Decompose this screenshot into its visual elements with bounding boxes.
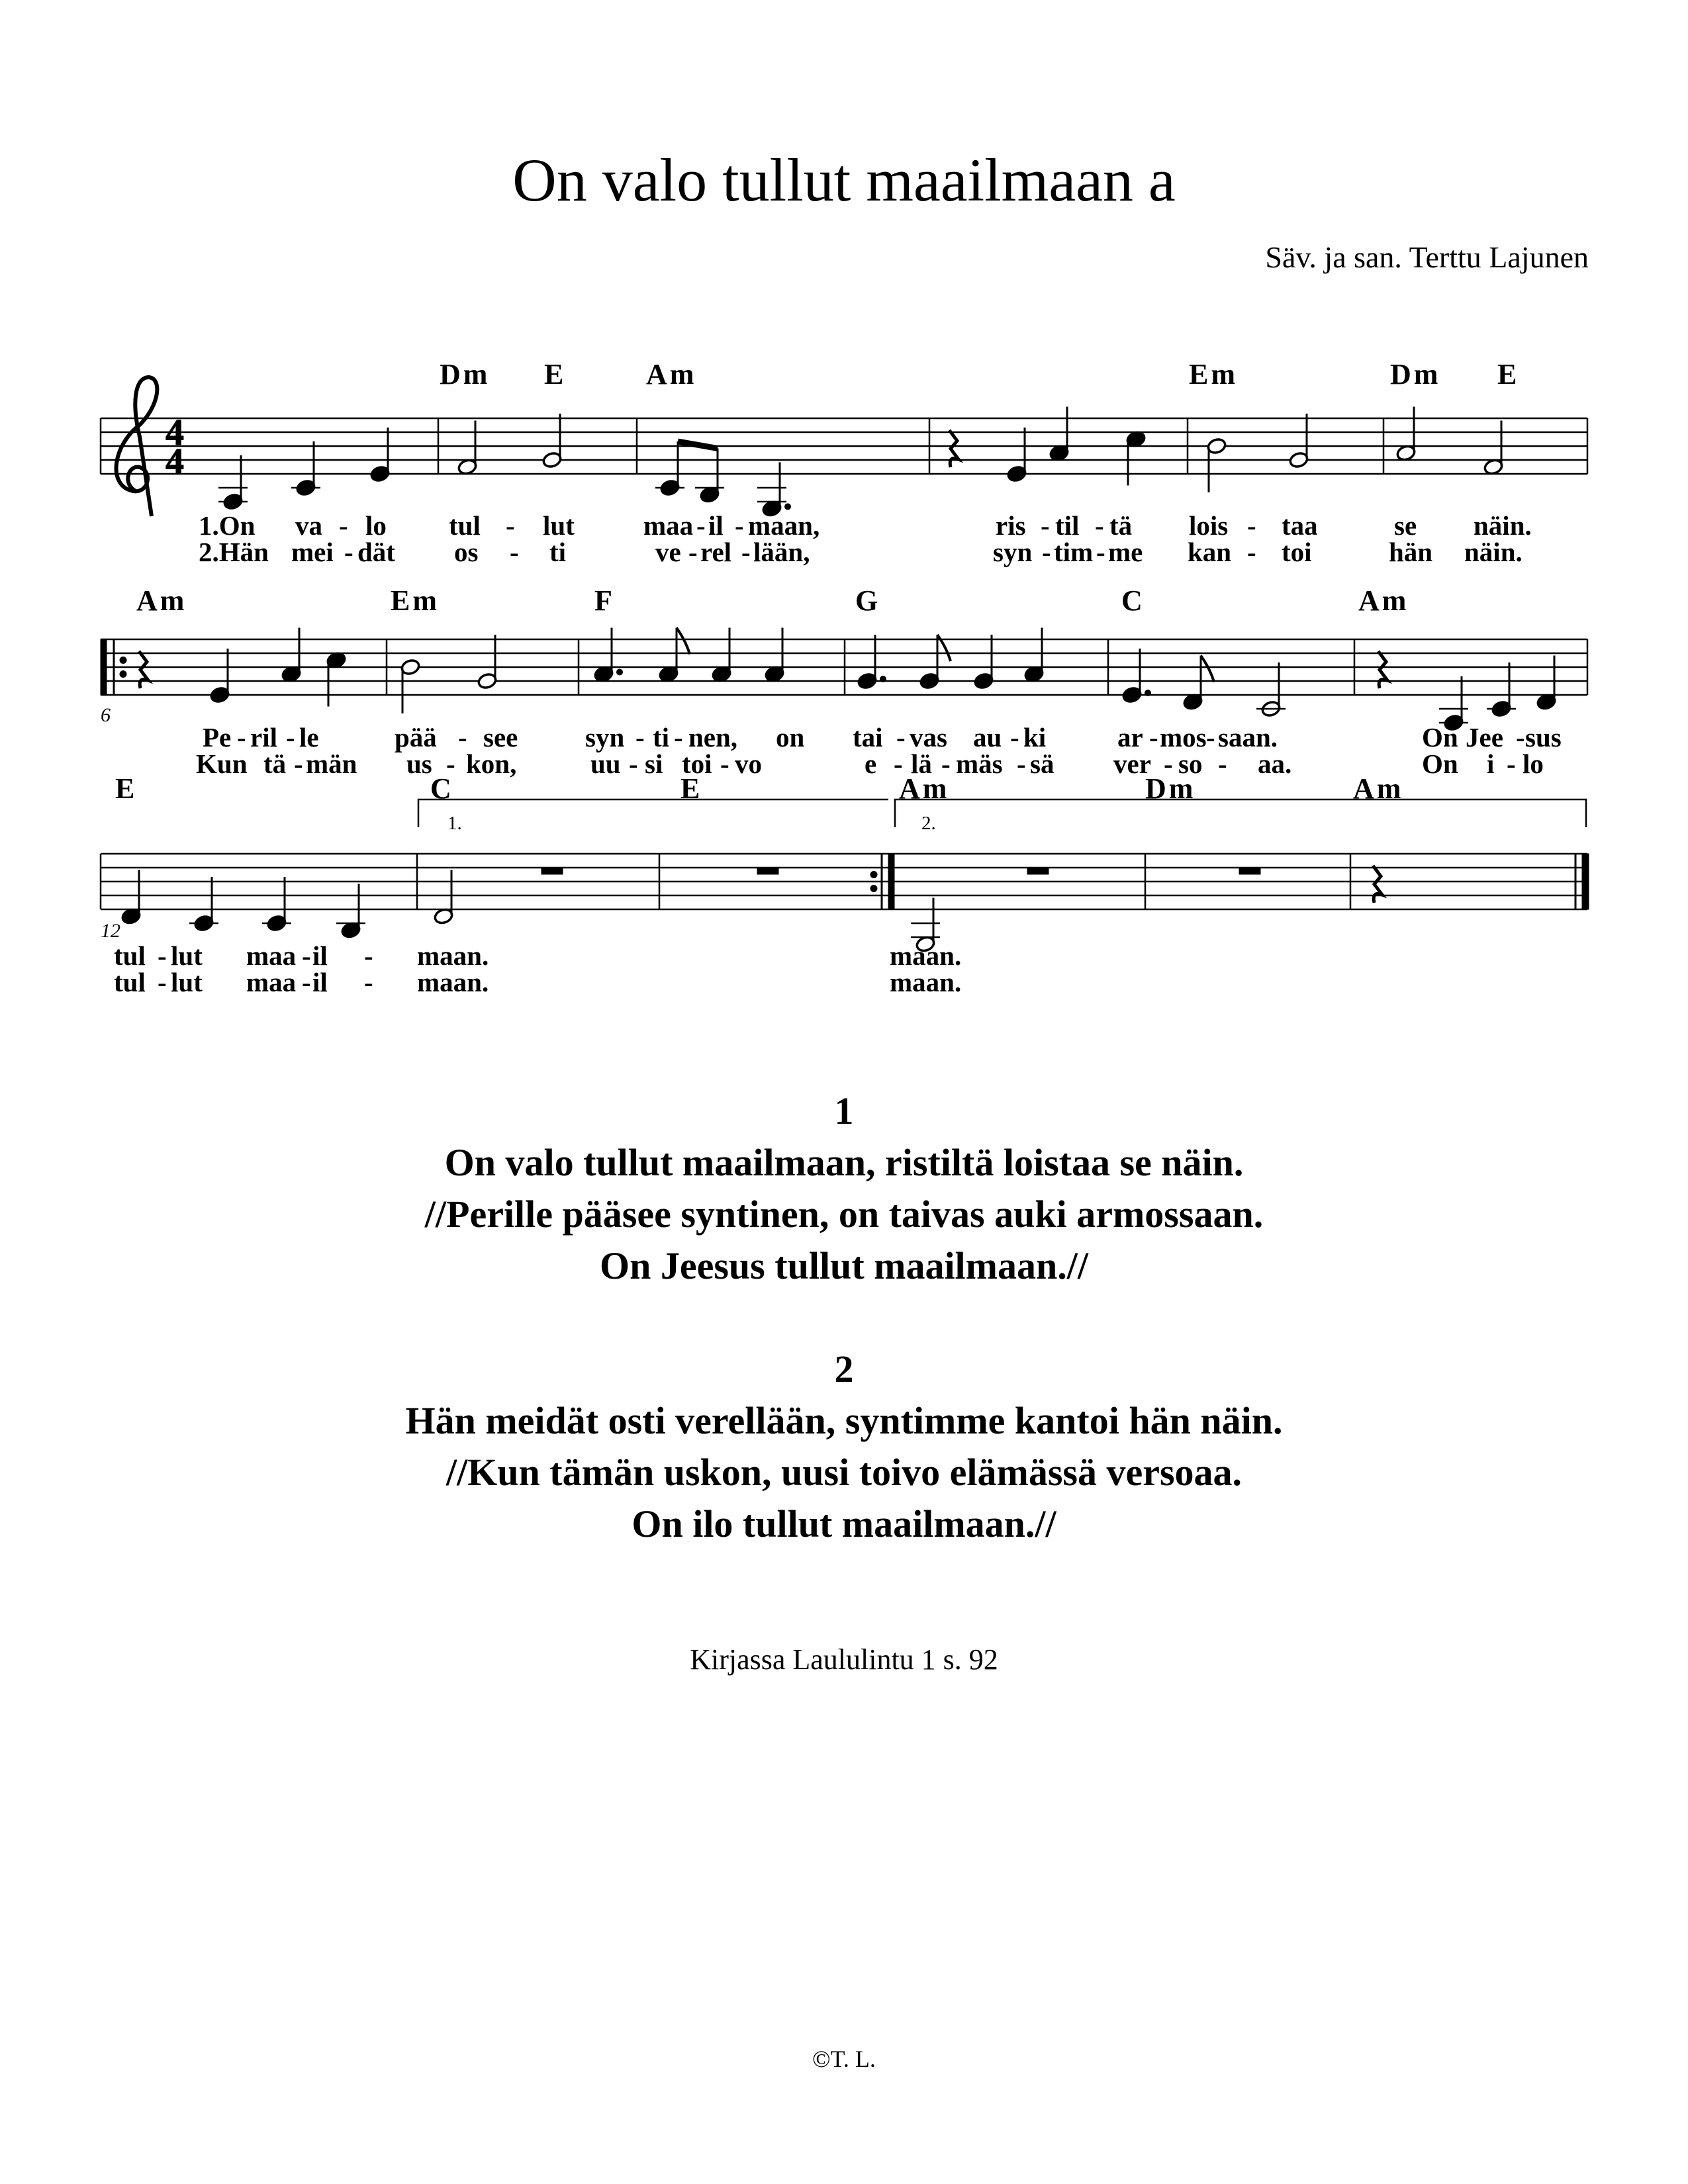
lyric-syllable: tul [114,940,146,971]
verse-line: On valo tullut maailmaan, ristiltä loistaa se näin. [444,1141,1244,1184]
lyric-syllable: maa [246,940,297,971]
lyric-syllable: - [506,510,515,541]
repeat-dot [120,657,126,664]
chord: Em [391,584,440,617]
chord: E [1497,358,1520,390]
lyric-syllable: os [454,537,479,567]
lyric-syllable: - [1149,722,1158,752]
lyric-syllable: toi [682,749,712,779]
lyric-syllable: us [406,749,432,779]
lyric-syllable: - [1017,749,1026,779]
chord: C [1121,584,1145,617]
lyric-syllable: syn [585,722,625,752]
lyric-syllable: aa. [1258,749,1292,779]
lyric-syllable: il [312,940,328,971]
lyric-syllable: sä [1030,749,1055,779]
lyric-syllable: - [1218,749,1227,779]
quarter-rest [949,430,959,467]
lyric-syllable: - [720,749,729,779]
lyric-syllable: maa [246,967,297,997]
lyric-syllable: - [688,537,698,567]
lyric-syllable: - [1010,722,1019,752]
lyric-syllable: ar [1117,722,1143,752]
chord: Dm [1145,772,1196,805]
lyric-syllable: sus [1525,722,1562,752]
chord: Am [136,584,187,617]
chord: Am [899,772,950,805]
lyric-syllable: - [741,537,751,567]
lyric-syllable: lut [171,967,203,997]
verse-1 [0,1085,1688,1292]
lyric-syllable: 1.On [199,510,256,541]
measure-number: 6 [101,704,111,726]
lyric-syllable: - [237,722,246,752]
lyric-syllable: - [302,967,311,997]
verse-line: //Kun tämän uskon, uusi toivo elämässä versoaa. [445,1451,1243,1494]
lyric-syllable: taa [1282,510,1318,541]
lyric-syllable: ris [996,510,1026,541]
chord: E [544,358,567,390]
lyric-syllable: - [286,722,295,752]
verse-line: //Perille pääsee syntinen, on taivas auki armossaan. [424,1193,1264,1236]
lyric-syllable: si [645,749,663,779]
lyric-syllable: me [1108,537,1143,567]
lyric-syllable: syn [993,537,1033,567]
lyric-syllable: - [1095,510,1104,541]
lyric-syllable: 2.Hän [199,537,269,567]
verse-number: 2 [834,1347,854,1390]
lyric-syllable: - [294,749,303,779]
lyric-syllable: va [295,510,322,541]
lyric-syllable: tä [263,749,287,779]
copyright: ©T. L. [812,2046,876,2072]
lyric-syllable: ti [653,722,670,752]
volta-2-label: 2. [921,813,936,834]
lyric-syllable: vas [910,722,947,752]
repeat-start-thick [101,639,107,695]
chord: Am [646,358,697,390]
verse-line: Hän meidät osti verellään, syntimme kantoi hän näin. [405,1399,1283,1442]
lyric-syllable: rel [700,537,732,567]
time-signature-bottom: 4 [165,441,184,482]
composer-credit: Säv. ja san. Terttu Lajunen [1265,240,1589,274]
lyric-syllable: näin. [1464,537,1523,567]
lyric-syllable: On [1422,749,1458,779]
lyric-syllable: uu [590,749,621,779]
quarter-rest [1373,866,1382,903]
lyric-syllable: mäs [956,749,1003,779]
chord: Dm [440,358,491,390]
beam [678,441,718,449]
lyric-syllable: tai [853,722,883,752]
lyric-syllable: - [674,722,683,752]
lyric-syllable: tul [114,967,146,997]
lyric-syllable: - [896,722,906,752]
chord: C [430,772,454,805]
lyric-syllable: ver [1113,749,1151,779]
chord: E [680,772,703,805]
lyric-syllable: dät [357,537,395,567]
note-dot [617,669,623,675]
lyric-syllable: - [894,749,903,779]
whole-rest [541,868,563,874]
lyric-syllable: - [1096,537,1105,567]
lyric-syllable: On [1422,722,1458,752]
lyric-syllable: - [1041,510,1050,541]
volta-2-bracket [895,799,1586,827]
verse-number: 1 [834,1089,854,1132]
lyric-syllable: - [364,967,373,997]
lyric-syllable: le [299,722,319,752]
note-dot [785,504,791,510]
lyric-syllable: ve [655,537,681,567]
lyric-syllable: - [629,749,638,779]
lyric-syllable: - [344,537,353,567]
verse-line: On ilo tullut maailmaan.// [632,1502,1056,1545]
lyric-syllable: - [158,940,167,971]
lyric-syllable: il [312,967,328,997]
lyric-syllable: - [1042,537,1051,567]
lyric-syllable: Pe [203,722,232,752]
lyric-syllable: kan [1188,537,1232,567]
lyric-syllable: vo [735,749,762,779]
repeat-end-thick [888,854,894,909]
lyric-syllable: - [1247,510,1256,541]
lyric-syllable: lään, [753,537,810,567]
lyric-syllable: lut [543,510,575,541]
lyric-syllable: maan. [890,940,962,971]
lyric-syllable: män [306,749,357,779]
lyric-syllable: til [1055,510,1080,541]
volta-1-bracket [418,799,888,827]
lyric-syllable: - [510,537,519,567]
lyric-syllable: maan. [417,967,489,997]
lyric-syllable: maan. [417,940,489,971]
lyric-syllable: mos [1160,722,1207,752]
lyric-syllable: mei [291,537,334,567]
lyric-syllable: maan, [748,510,820,541]
lyric-syllable: tul [449,510,481,541]
chord: Am [1358,584,1409,617]
lyric-syllable: - [302,940,311,971]
chord: G [855,584,881,617]
song-title: On valo tullut maailmaan a [512,146,1176,214]
lyric-syllable: - [1206,722,1215,752]
lyric-syllable: tim [1054,537,1094,567]
lyric-syllable: ki [1023,722,1047,752]
verse-line: On Jeesus tullut maailmaan.// [600,1244,1088,1287]
flag [1201,656,1214,682]
lyric-syllable: Kun [196,749,248,779]
lyric-syllable: lut [171,940,203,971]
lyric-syllable: pää [395,722,437,752]
flag [677,628,690,655]
lyric-syllable: e [865,749,877,779]
lyric-syllable: se [1394,510,1417,541]
lyric-syllable: kon, [466,749,517,779]
lyric-syllable: lo [365,510,387,541]
lyric-syllable: näin. [1474,510,1532,541]
lyric-syllable: saan. [1218,722,1278,752]
chord: E [115,772,138,805]
chord: Dm [1390,358,1441,390]
lyric-syllable: maan. [890,967,962,997]
lyric-syllable: au [973,722,1002,752]
lyric-syllable: - [339,510,348,541]
lyric-syllable: - [1164,749,1173,779]
lyric-syllable: nen, [688,722,738,752]
quarter-rest [1378,651,1387,688]
lyric-syllable: lä [911,749,932,779]
repeat-dot [870,886,877,892]
source-reference: Kirjassa Laululintu 1 s. 92 [690,1643,998,1676]
lyric-syllable: toi [1282,537,1312,567]
lyric-syllable: maa [643,510,694,541]
time-signature-top: 4 [165,412,184,453]
lyric-syllable: i [1487,749,1495,779]
lyric-syllable: on [776,722,805,752]
verse-2 [0,1343,1688,1550]
lyric-syllable: - [1507,749,1516,779]
final-bar-thick [1582,854,1589,909]
lyric-syllable: - [158,967,167,997]
lyric-syllable: so [1178,749,1203,779]
lyric-syllable: - [941,749,951,779]
lyric-syllable: - [735,510,744,541]
lyric-syllable: lois [1189,510,1229,541]
lyric-syllable: - [364,940,373,971]
lyric-syllable: il [708,510,724,541]
whole-rest [1239,868,1260,874]
lyric-syllable: - [446,749,455,779]
lyric-syllable: hän [1389,537,1433,567]
repeat-dot [120,671,126,678]
whole-rest [757,868,778,874]
chord: Em [1189,358,1238,390]
lyric-syllable: - [696,510,706,541]
lyric-syllable: ti [549,537,567,567]
chord: Am [1353,772,1404,805]
volta-1-label: 1. [447,813,462,834]
whole-rest [1027,868,1049,874]
repeat-dot [870,872,877,878]
lyric-syllable: - [635,722,645,752]
lyric-syllable: - [1247,537,1256,567]
lyric-syllable: ril [250,722,277,752]
lyric-syllable: lo [1523,749,1544,779]
note-dot [1145,690,1151,696]
quarter-rest [139,651,148,688]
lyric-syllable: - [458,722,467,752]
lyric-syllable: - [1516,722,1525,752]
lyric-syllable: Jee [1466,722,1503,752]
lyric-syllable: see [483,722,518,752]
lyric-syllable: tä [1109,510,1133,541]
chord: F [594,584,615,617]
verses-section [0,1085,1688,1602]
note-dot [880,676,886,682]
measure-number: 12 [101,920,120,942]
